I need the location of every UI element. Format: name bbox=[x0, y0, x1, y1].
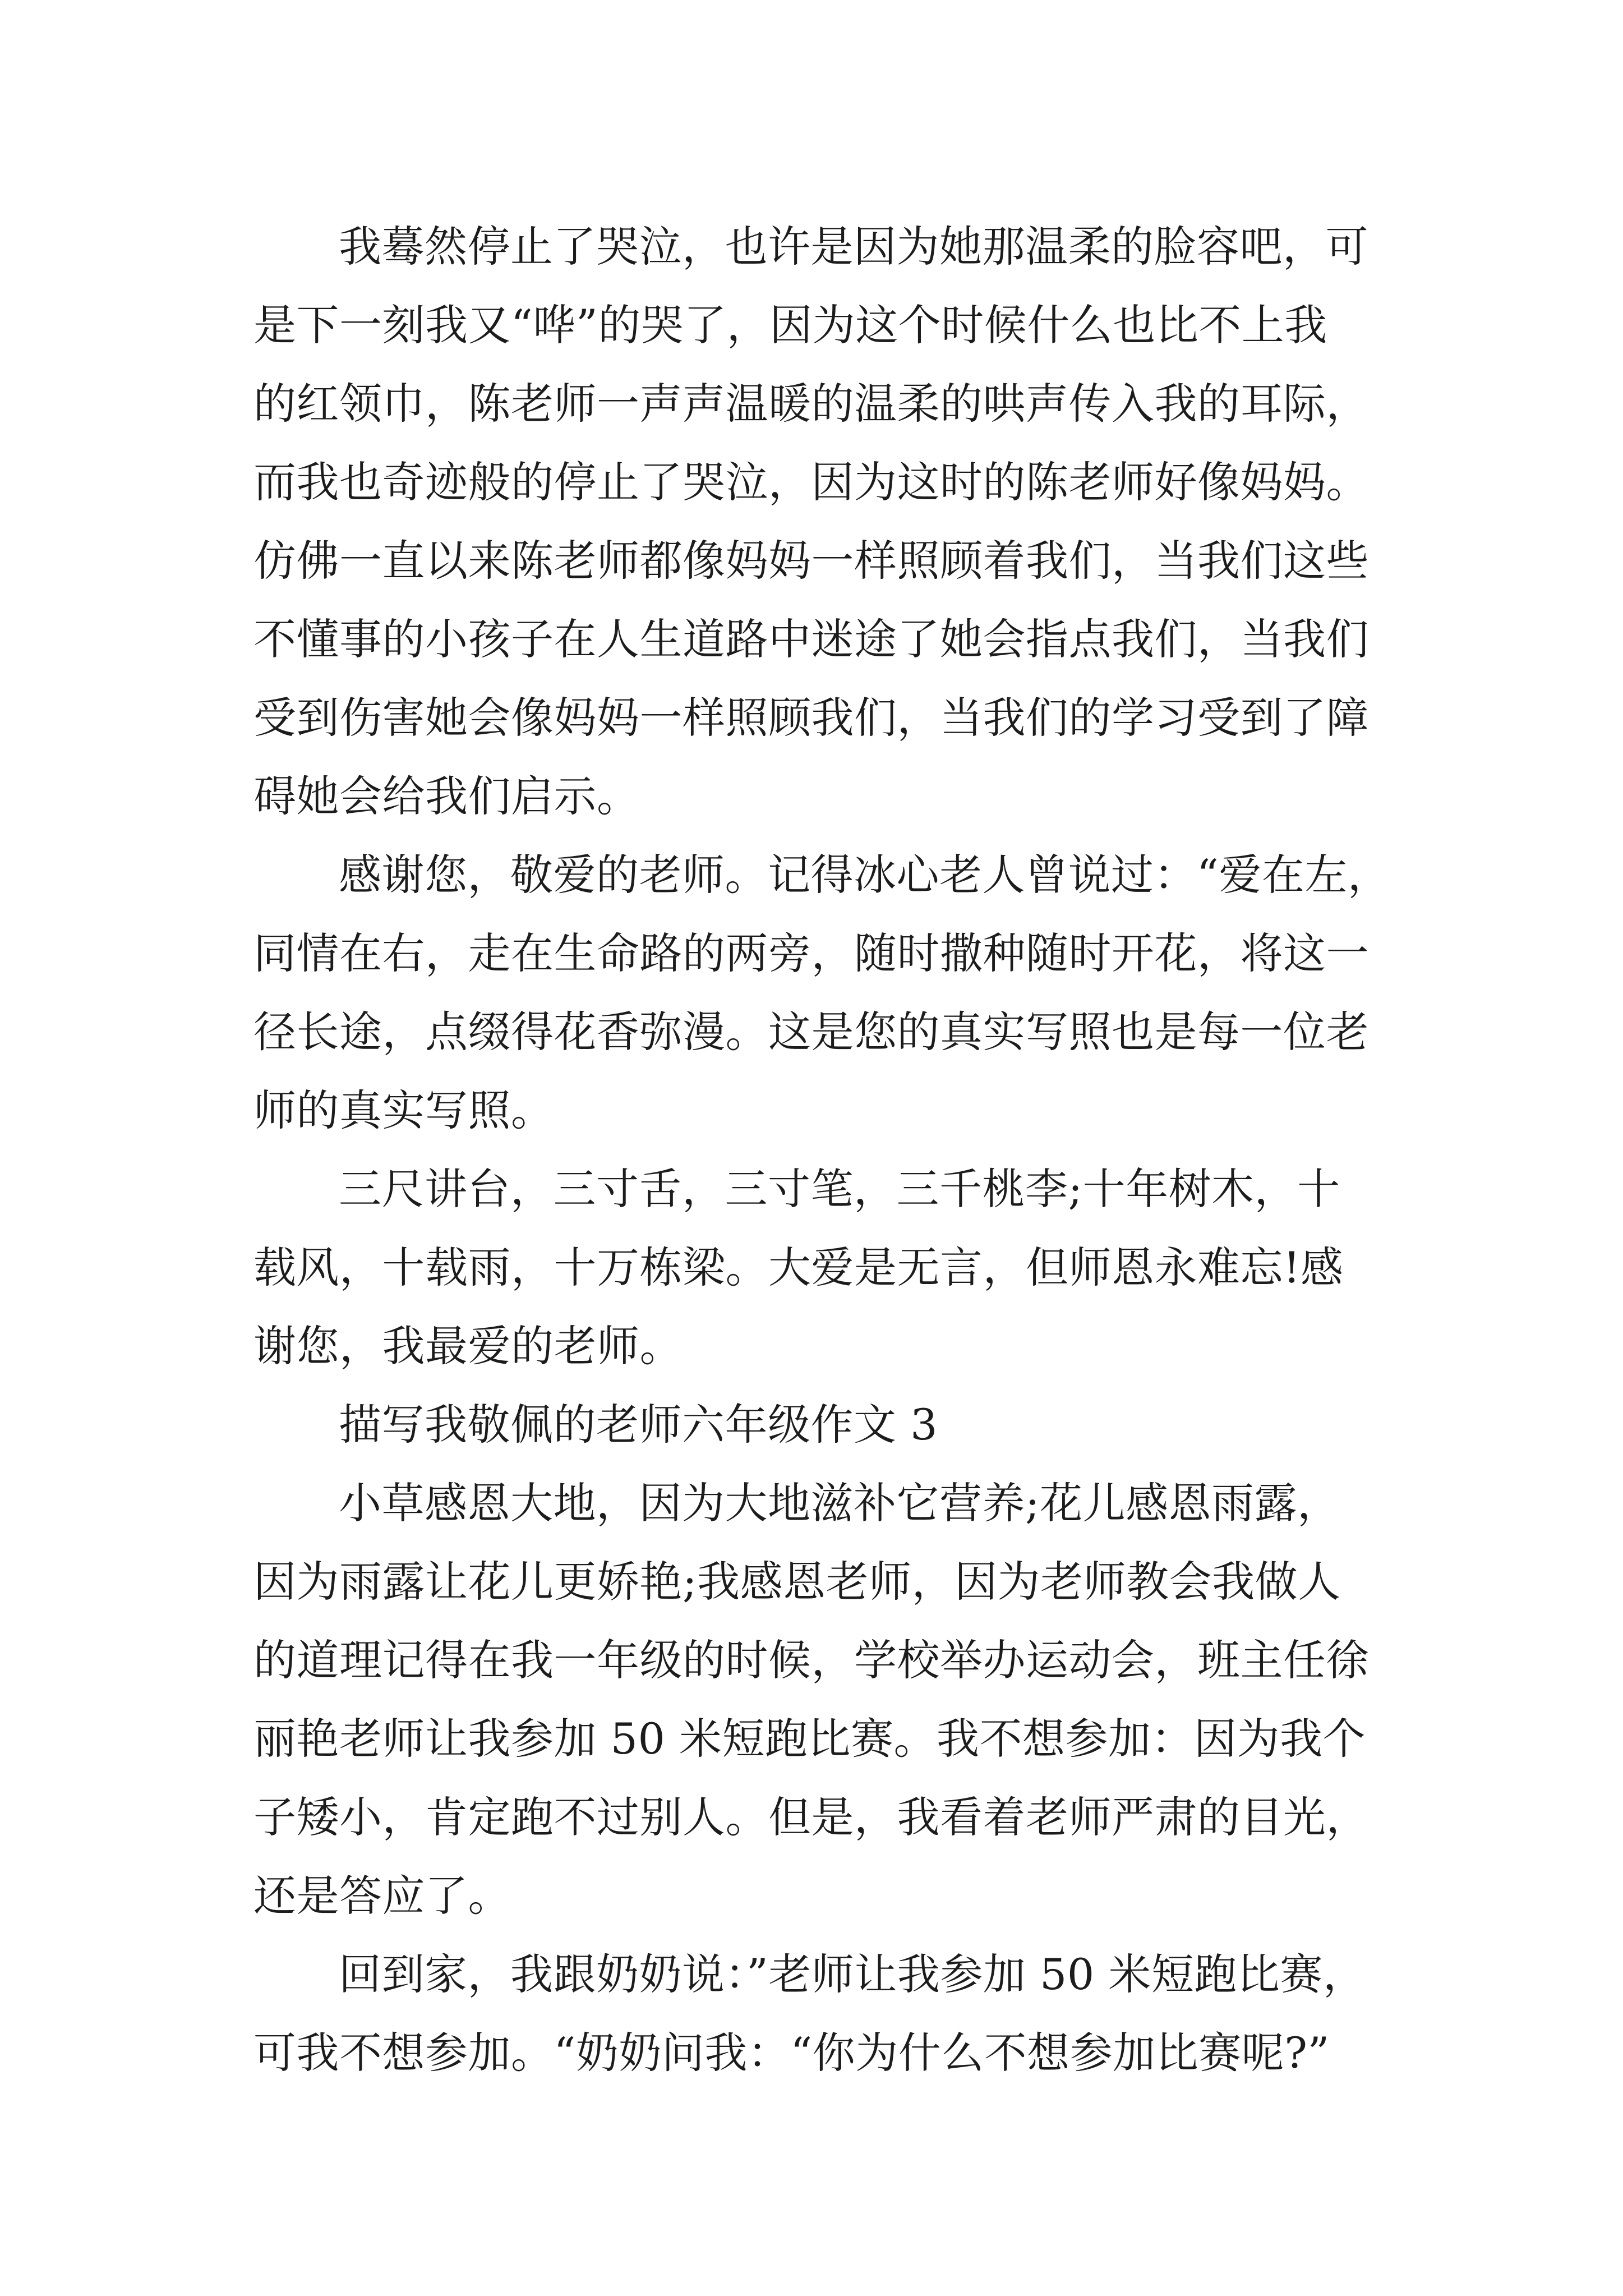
paragraph-1-line-2: 是下一刻我又“哗”的哭了，因为这个时候什么也比不上我 bbox=[253, 300, 1327, 350]
paragraph-2-line-2: 同情在右，走在生命路的两旁，随时撒种随时开花，将这一 bbox=[253, 928, 1369, 978]
paragraph-4-line-1: 小草感恩大地，因为大地滋补它营养;花儿感恩雨露， bbox=[339, 1478, 1340, 1528]
paragraph-2-line-4: 师的真实写照。 bbox=[253, 1085, 554, 1135]
paragraph-1-line-7: 受到伤害她会像妈妈一样照顾我们，当我们的学习受到了障 bbox=[253, 693, 1369, 743]
paragraph-1-line-5: 仿佛一直以来陈老师都像妈妈一样照顾着我们，当我们这些 bbox=[253, 536, 1369, 586]
paragraph-4-line-3: 的道理记得在我一年级的时候，学校举办运动会，班主任徐 bbox=[253, 1635, 1369, 1685]
paragraph-4-line-5: 子矮小，肯定跑不过别人。但是，我看着老师严肃的目光， bbox=[253, 1792, 1369, 1842]
paragraph-1-line-3: 的红领巾，陈老师一声声温暖的温柔的哄声传入我的耳际， bbox=[253, 379, 1369, 429]
paragraph-3-line-2: 载风，十载雨，十万栋梁。大爱是无言，但师恩永难忘!感 bbox=[253, 1243, 1344, 1292]
paragraph-1-line-1: 我蓦然停止了哭泣，也许是因为她那温柔的脸容吧，可 bbox=[339, 222, 1368, 272]
paragraph-1-line-6: 不懂事的小孩子在人生道路中迷途了她会指点我们，当我们 bbox=[253, 614, 1369, 664]
paragraph-4-line-2: 因为雨露让花儿更娇艳;我感恩老师，因为老师教会我做人 bbox=[253, 1557, 1341, 1607]
paragraph-3-line-1: 三尺讲台，三寸舌，三寸笔，三千桃李;十年树木，十 bbox=[339, 1164, 1340, 1214]
paragraph-4-line-6: 还是答应了。 bbox=[253, 1871, 511, 1921]
paragraph-1-line-4: 而我也奇迹般的停止了哭泣，因为这时的陈老师好像妈妈。 bbox=[253, 457, 1369, 507]
paragraph-5-line-2: 可我不想参加。“奶奶问我：“你为什么不想参加比赛呢?” bbox=[253, 2028, 1330, 2078]
paragraph-2-line-1: 感谢您，敬爱的老师。记得冰心老人曾说过：“爱在左， bbox=[339, 850, 1391, 900]
paragraph-5-line-1: 回到家，我跟奶奶说：”老师让我参加 50 米短跑比赛， bbox=[339, 1949, 1366, 1999]
section-heading: 描写我敬佩的老师六年级作文 3 bbox=[339, 1400, 938, 1450]
paragraph-1-line-8: 碍她会给我们启示。 bbox=[253, 771, 640, 821]
paragraph-2-line-3: 径长途，点缀得花香弥漫。这是您的真实写照也是每一位老 bbox=[253, 1007, 1369, 1057]
paragraph-4-line-4: 丽艳老师让我参加 50 米短跑比赛。我不想参加：因为我个 bbox=[253, 1714, 1366, 1764]
paragraph-3-line-3: 谢您，我最爱的老师。 bbox=[253, 1321, 683, 1371]
